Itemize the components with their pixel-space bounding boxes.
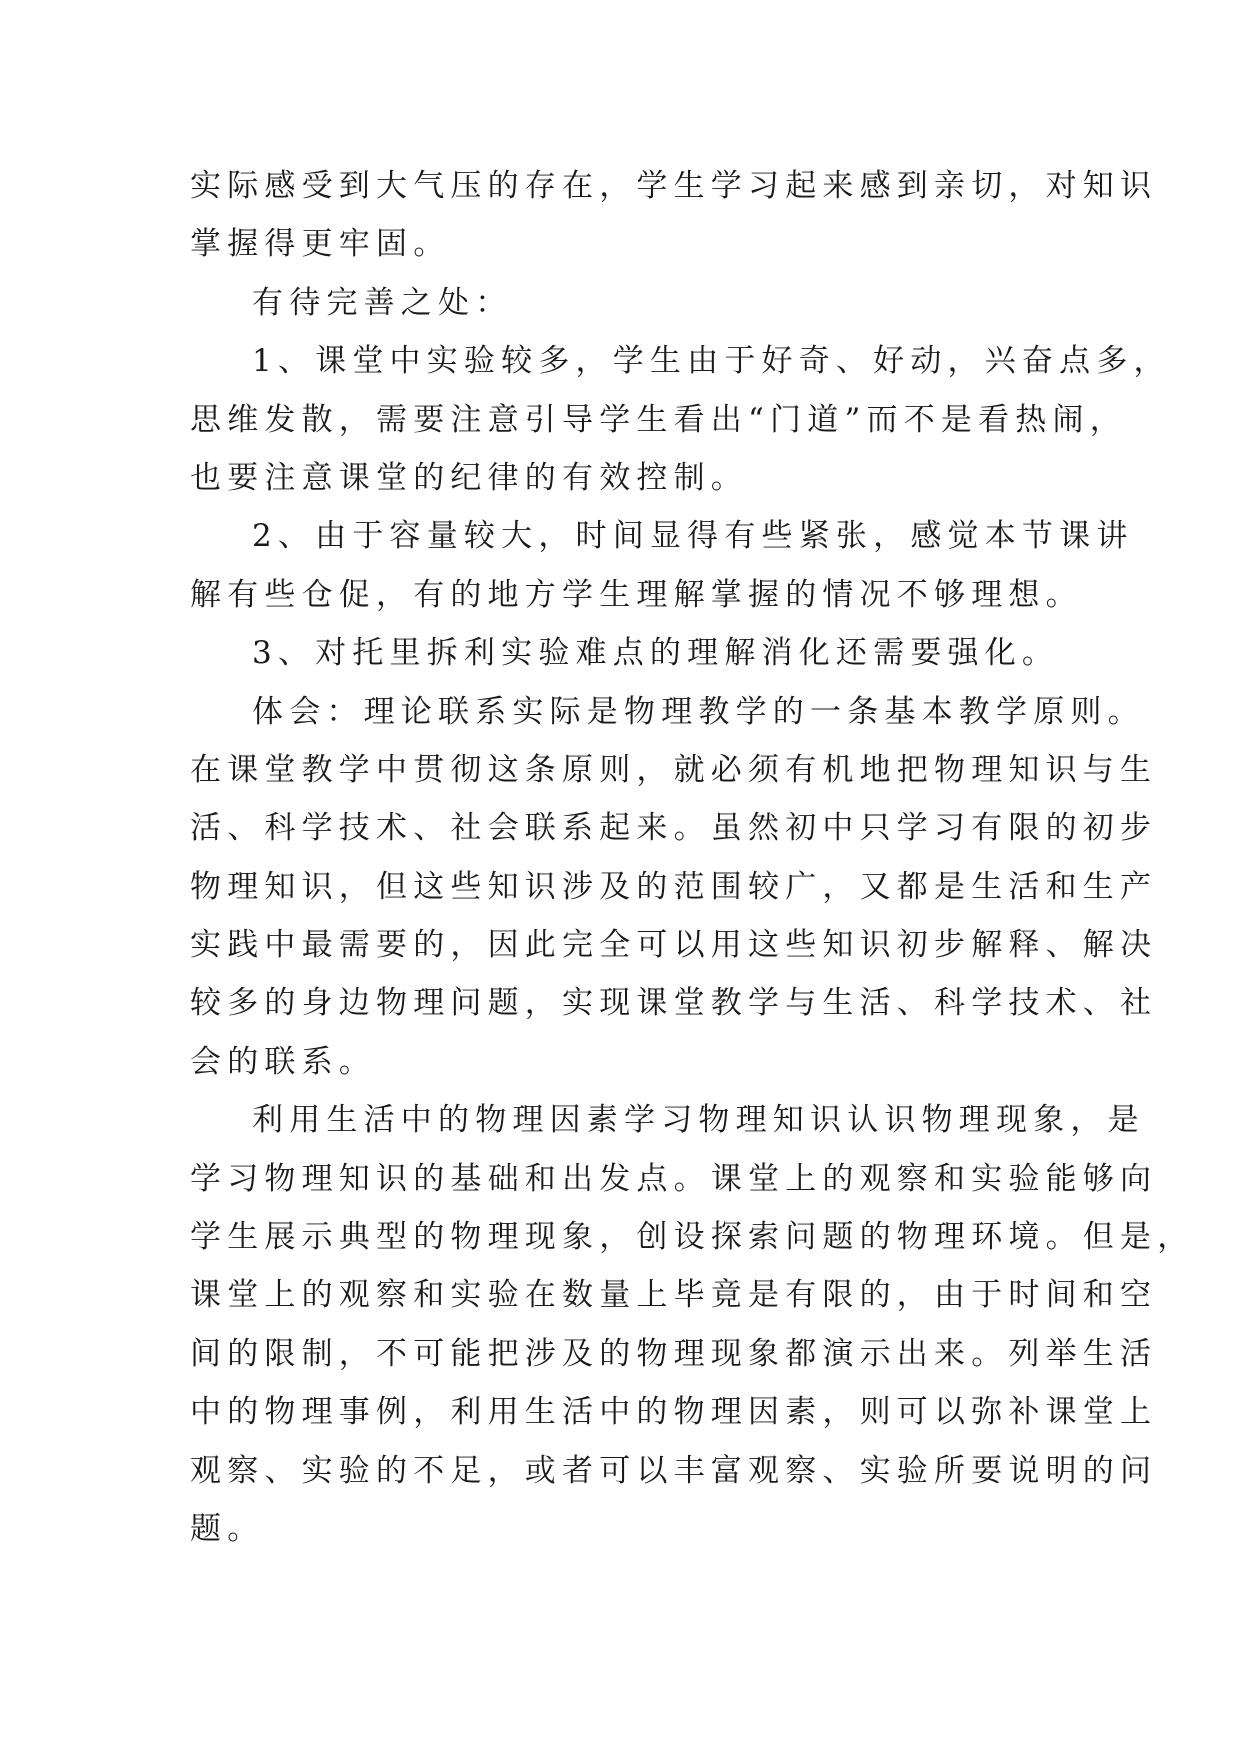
text-line: 解有些仓促，有的地方学生理解掌握的情况不够理想。 xyxy=(190,576,1083,613)
text-line: 在课堂教学中贯彻这条原则，就必须有机地把物理知识与生 xyxy=(190,751,1158,788)
text-line: 学生展示典型的物理现象，创设探索问题的物理环境。但是， xyxy=(190,1219,1195,1256)
list-item-1: 1、课堂中实验较多，学生由于好奇、好动，兴奋点多， xyxy=(252,343,1171,380)
text-line: 思维发散，需要注意引导学生看出“门道”而不是看热闹， xyxy=(190,401,1127,438)
text-line: 中的物理事例，利用生活中的物理因素，则可以弥补课堂上 xyxy=(190,1394,1158,1431)
text-line: 学习物理知识的基础和出发点。课堂上的观察和实验能够向 xyxy=(190,1160,1158,1197)
section-heading: 有待完善之处： xyxy=(252,284,513,321)
text-line: 题。 xyxy=(190,1510,265,1547)
text-line: 活、科学技术、社会联系起来。虽然初中只学习有限的初步 xyxy=(190,810,1158,847)
text-line: 会的联系。 xyxy=(190,1043,376,1080)
paragraph-start: 体会：理论联系实际是物理教学的一条基本教学原则。 xyxy=(252,693,1145,730)
text-line: 也要注意课堂的纪律的有效控制。 xyxy=(190,459,748,496)
text-line: 较多的身边物理问题，实现课堂教学与生活、科学技术、社 xyxy=(190,985,1158,1022)
document-page xyxy=(190,157,1195,1558)
text-line: 课堂上的观察和实验在数量上毕竟是有限的，由于时间和空 xyxy=(190,1277,1158,1314)
text-line: 掌握得更牢固。 xyxy=(190,226,451,263)
list-item-2: 2、由于容量较大，时间显得有些紧张，感觉本节课讲 xyxy=(252,518,1134,555)
text-line: 实践中最需要的，因此完全可以用这些知识初步解释、解决 xyxy=(190,927,1158,964)
text-line: 物理知识，但这些知识涉及的范围较广，又都是生活和生产 xyxy=(190,868,1158,905)
paragraph-start: 利用生活中的物理因素学习物理知识认识物理现象，是 xyxy=(252,1102,1145,1139)
text-line: 实际感受到大气压的存在，学生学习起来感到亲切，对知识 xyxy=(190,168,1158,204)
text-line: 间的限制，不可能把涉及的物理现象都演示出来。列举生活 xyxy=(190,1335,1158,1372)
text-line: 观察、实验的不足，或者可以丰富观察、实验所要说明的问 xyxy=(190,1452,1158,1489)
list-item-3: 3、对托里拆利实验难点的理解消化还需要强化。 xyxy=(252,635,1060,672)
